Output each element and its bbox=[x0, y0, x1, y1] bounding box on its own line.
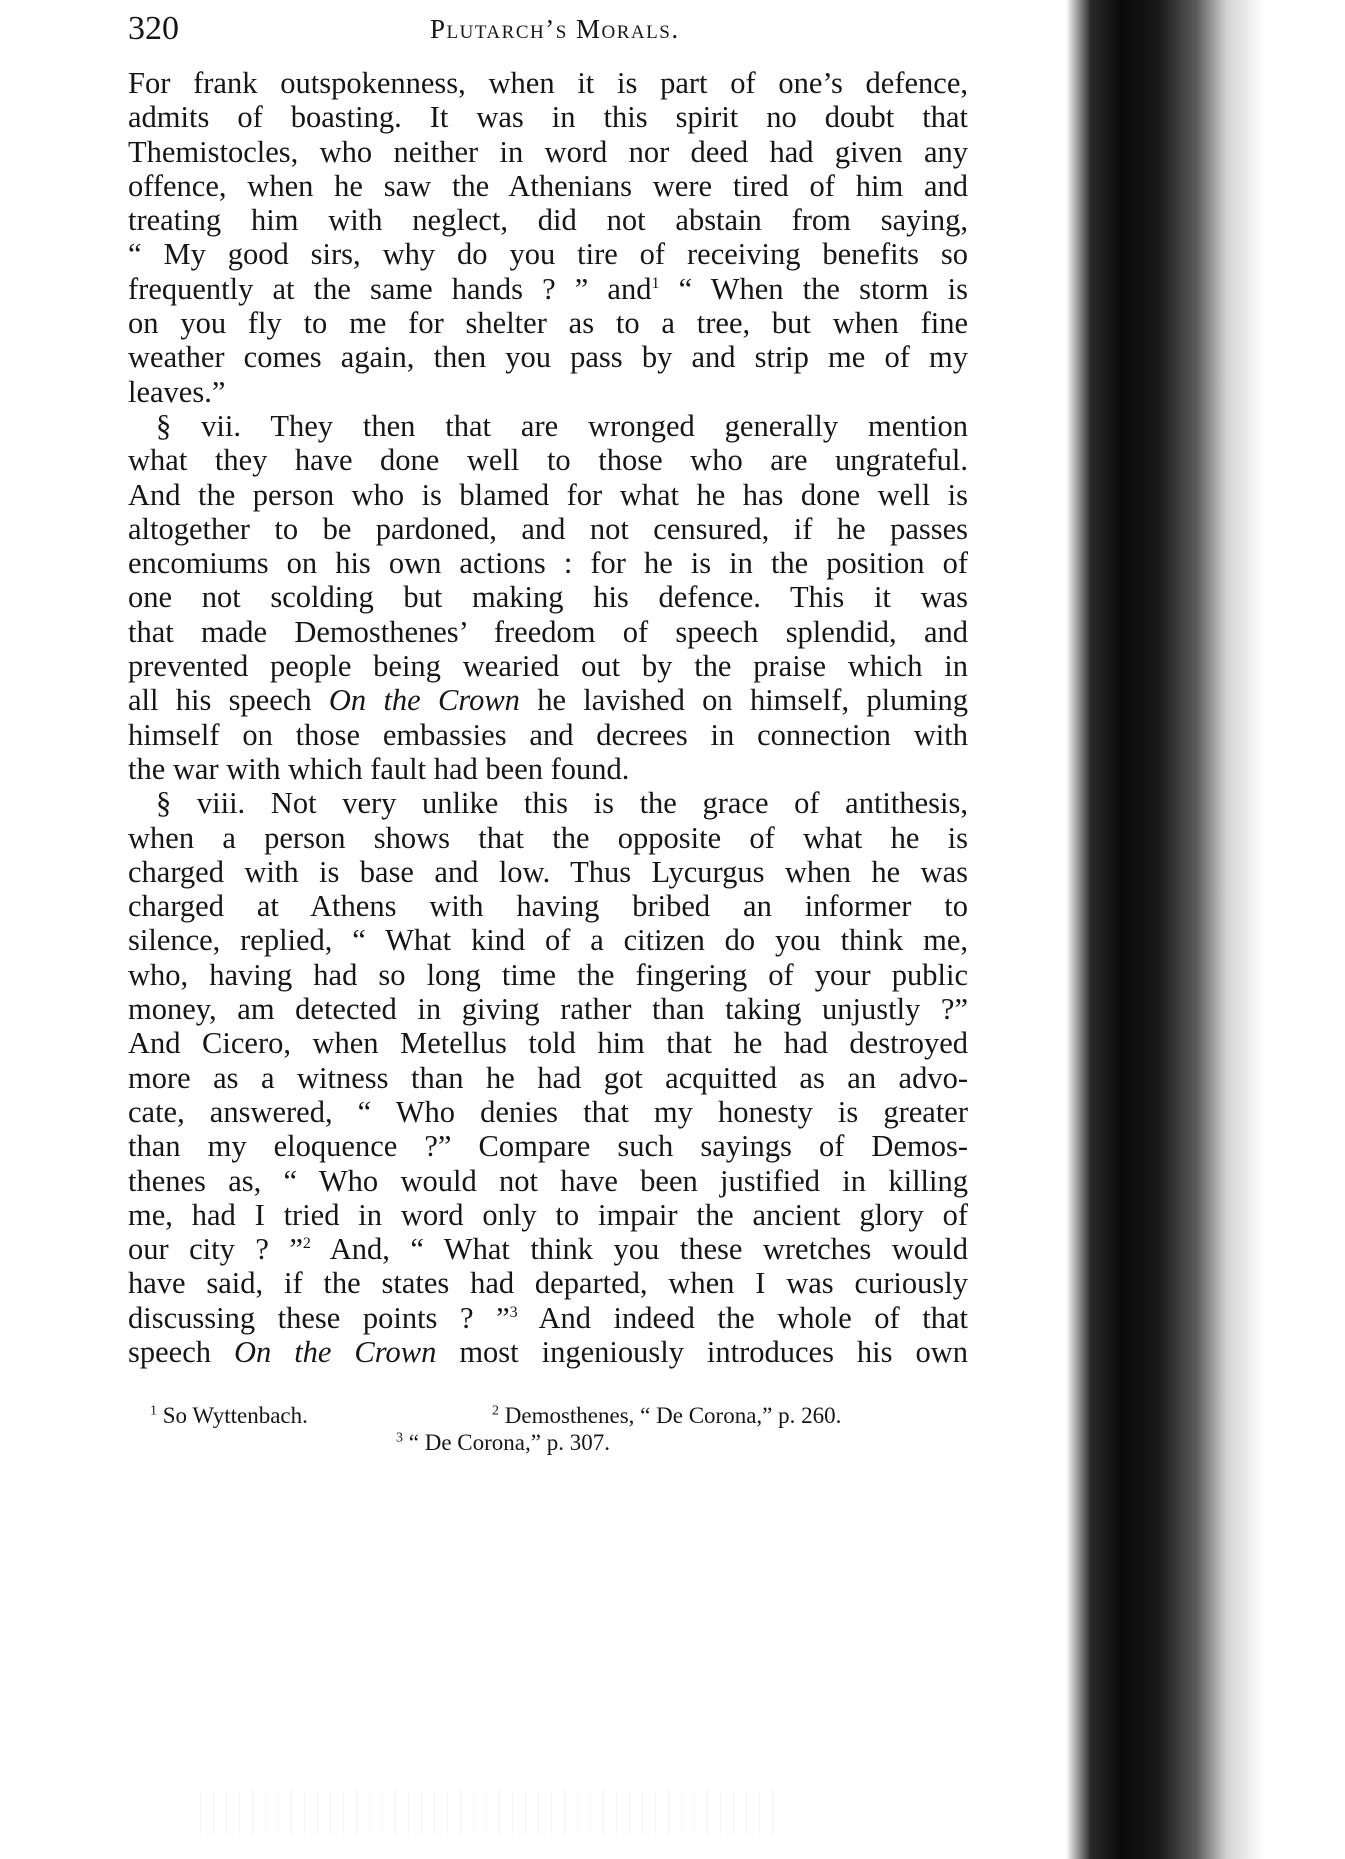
text-segment: he lavished on himself, pluming bbox=[537, 683, 969, 718]
text-line: Themistocles, who neither in word nor deed had given any bbox=[128, 134, 968, 169]
text-line: admits of boasting. It was in this spirit no doubt that bbox=[128, 100, 968, 135]
footnote-2 bbox=[492, 1402, 841, 1429]
text-line bbox=[128, 683, 968, 717]
text-line: one not scolding but making his defence. This it was bbox=[128, 580, 968, 615]
text-line: cate, answered, “ Who denies that my honesty is greater bbox=[128, 1094, 968, 1129]
page-number: 320 bbox=[128, 10, 179, 47]
footnote-text: Demosthenes, “ De Corona,” p. 260. bbox=[504, 1403, 842, 1428]
text-line: when a person shows that the opposite of what he is bbox=[128, 820, 968, 855]
text-line: who, having had so long time the fingering of your public bbox=[128, 957, 968, 992]
text-segment: And indeed the whole of that bbox=[538, 1300, 968, 1335]
text-line: thenes as, “ Who would not have been justified in killing bbox=[128, 1163, 968, 1198]
footnote-ref-2: 2 bbox=[302, 1234, 311, 1252]
footnote-marker: 1 bbox=[150, 1403, 157, 1419]
footnote-marker: 3 bbox=[396, 1430, 403, 1446]
text-segment: our city ? ” bbox=[128, 1232, 303, 1267]
text-line: And the person who is blamed for what he has done well is bbox=[128, 477, 968, 512]
text-line: what they have done well to those who are ungrateful. bbox=[128, 443, 968, 478]
running-title bbox=[430, 14, 680, 45]
text-line: money, am detected in giving rather than taking unjustly ?” bbox=[128, 992, 968, 1027]
text-line bbox=[128, 1335, 968, 1369]
text-line: on you fly to me for shelter as to a tree, but when fine bbox=[128, 306, 968, 341]
text-line: me, had I tried in word only to impair the ancient glory of bbox=[128, 1197, 968, 1232]
text-line: For frank outspokenness, when it is part of one’s defence, bbox=[128, 66, 968, 100]
text-line bbox=[128, 1301, 968, 1335]
text-segment: “ When the storm is bbox=[678, 271, 969, 306]
footnote-text: “ De Corona,” p. 307. bbox=[408, 1430, 610, 1455]
footnote-3 bbox=[396, 1429, 610, 1456]
footnote-1 bbox=[150, 1402, 308, 1429]
text-line: And Cicero, when Metellus told him that he had destroyed bbox=[128, 1026, 968, 1061]
text-line: altogether to be pardoned, and not censured, if he passes bbox=[128, 511, 968, 546]
text-segment: And, “ What think you these wretches would bbox=[329, 1232, 968, 1267]
section-start-viii: § viii. Not very unlike this is the grace of antithesis, bbox=[156, 786, 968, 821]
text-line: have said, if the states had departed, when I was curiously bbox=[128, 1266, 968, 1301]
book-binding-shadow bbox=[1035, 0, 1345, 1859]
text-segment: most ingeniously introduces his own bbox=[459, 1334, 969, 1369]
text-line: treating him with neglect, did not abstain from saying, bbox=[128, 203, 968, 238]
text-line: that made Demosthenes’ freedom of speech splendid, and bbox=[128, 614, 968, 649]
footnote-ref-3: 3 bbox=[509, 1303, 518, 1321]
text-line bbox=[128, 272, 968, 306]
text-line: prevented people being wearied out by the praise which in bbox=[128, 649, 968, 684]
text-line: weather comes again, then you pass by and strip me of my bbox=[128, 340, 968, 375]
footnote-marker: 2 bbox=[492, 1403, 499, 1419]
italic-title: On the Crown bbox=[328, 683, 520, 718]
running-title-text: Plutarch’s Morals. bbox=[430, 14, 680, 44]
italic-title: On the Crown bbox=[233, 1334, 437, 1369]
scan-noise bbox=[200, 1790, 780, 1835]
body-text bbox=[128, 66, 968, 1369]
text-line: silence, replied, “ What kind of a citizen do you think me, bbox=[128, 923, 968, 958]
text-line: charged at Athens with having bribed an informer to bbox=[128, 889, 968, 924]
footnote-row bbox=[150, 1402, 950, 1429]
text-line bbox=[128, 1232, 968, 1266]
text-line: charged with is base and low. Thus Lycurgus when he was bbox=[128, 854, 968, 889]
text-line: offence, when he saw the Athenians were tired of him and bbox=[128, 168, 968, 203]
text-segment: frequently at the same hands ? ” and bbox=[128, 271, 652, 306]
footnotes bbox=[150, 1402, 950, 1456]
section-start-vii: § vii. They then that are wronged generally mention bbox=[156, 408, 968, 443]
text-line: “ My good sirs, why do you tire of receiving benefits so bbox=[128, 237, 968, 272]
text-segment: discussing these points ? ” bbox=[128, 1300, 510, 1335]
text-line: than my eloquence ?” Compare such sayings of Demos- bbox=[128, 1129, 968, 1164]
text-line: more as a witness than he had got acquitted as an advo- bbox=[128, 1060, 968, 1095]
text-line: the war with which fault had been found. bbox=[128, 751, 630, 786]
text-line: encomiums on his own actions : for he is in the position of bbox=[128, 546, 968, 581]
footnote-text: So Wyttenbach. bbox=[162, 1403, 308, 1428]
text-segment: all his speech bbox=[128, 683, 312, 718]
text-line: himself on those embassies and decrees in connection with bbox=[128, 717, 968, 752]
footnote-row bbox=[150, 1429, 950, 1456]
text-segment: speech bbox=[128, 1334, 211, 1369]
footnote-ref-1: 1 bbox=[651, 274, 660, 292]
text-line: leaves.” bbox=[128, 374, 226, 409]
